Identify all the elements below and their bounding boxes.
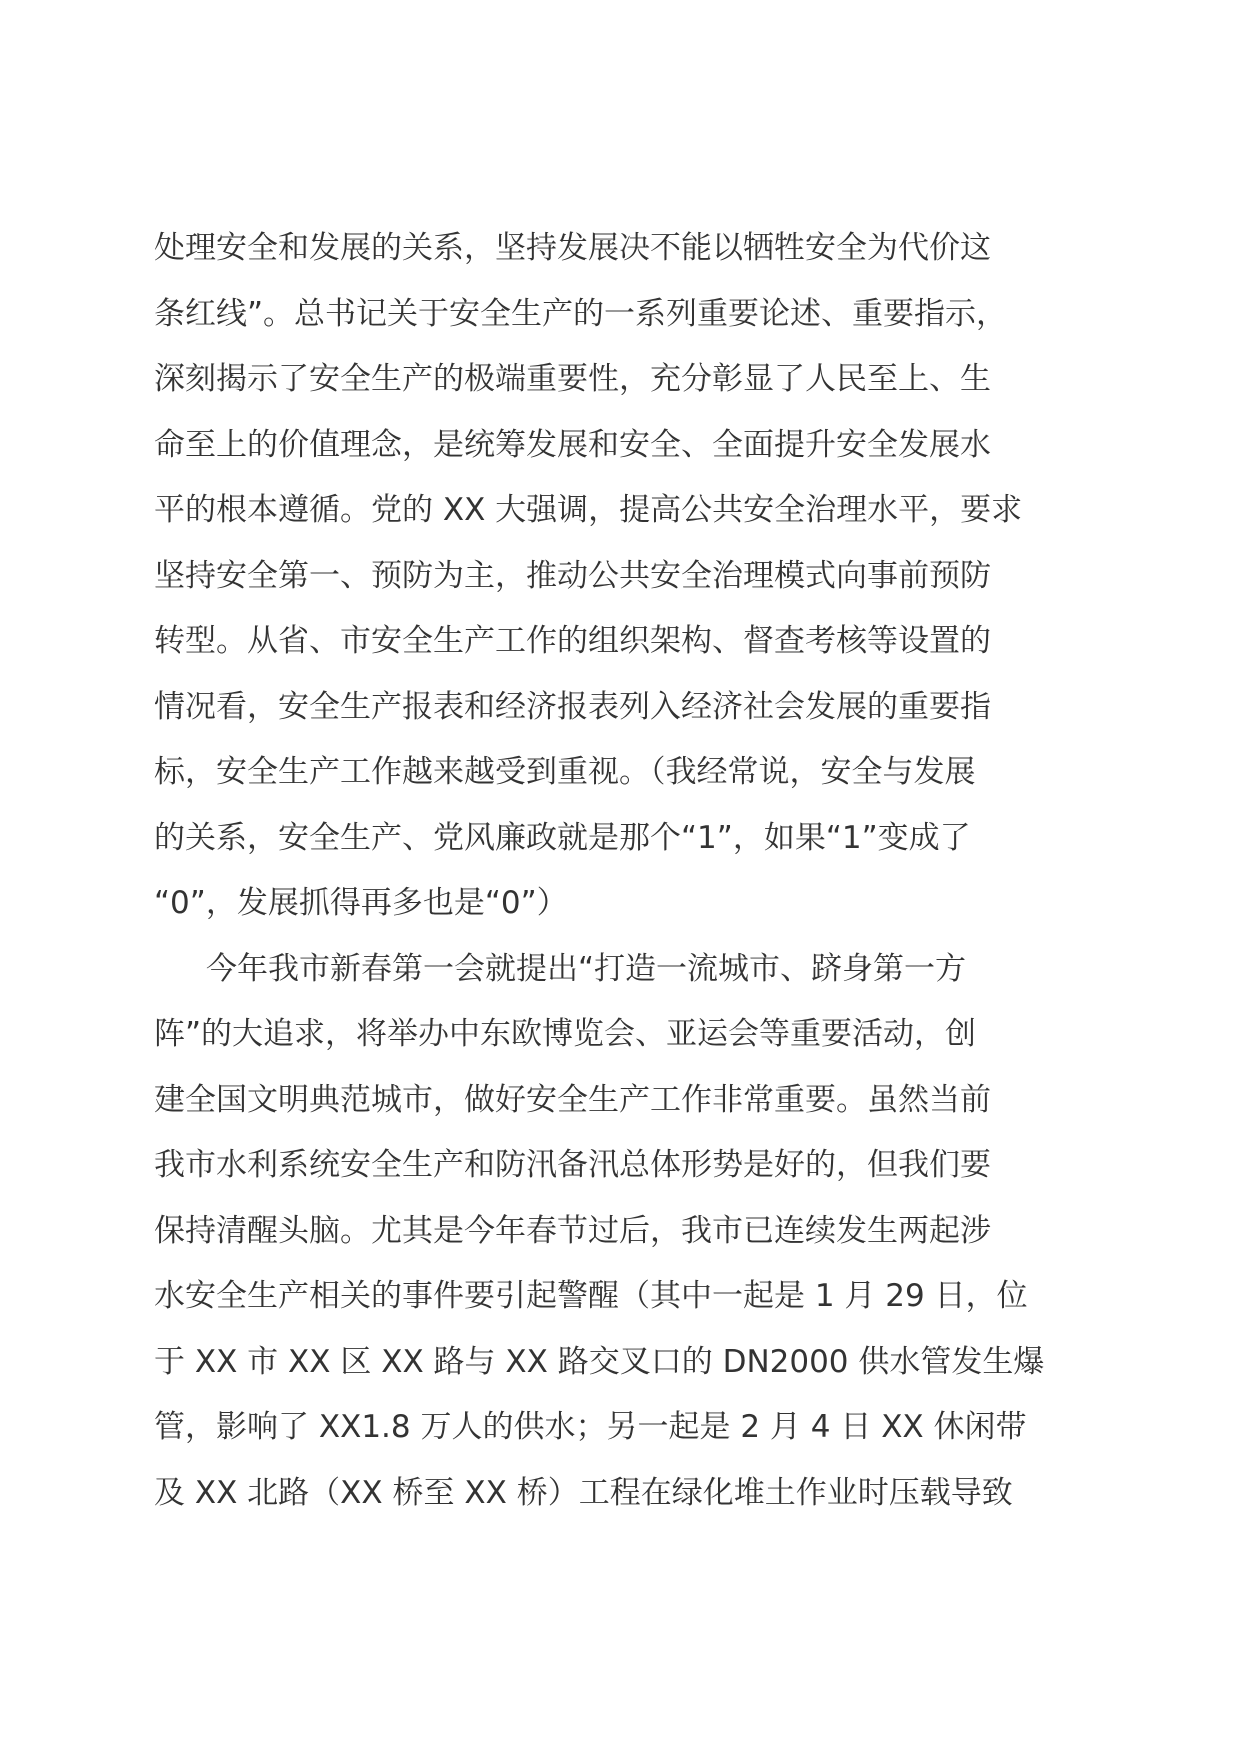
text-line: 处理安全和发展的关系，坚持发展决不能以牺牲安全为代价这 (154, 230, 991, 266)
text-line: 命至上的价值理念，是统筹发展和安全、全面提升安全发展水 (154, 426, 991, 463)
text-line: 建全国文明典范城市，做好安全生产工作非常重要。虽然当前 (154, 1081, 991, 1118)
text-line: 管，影响了 XX1.8 万人的供水；另一起是 2 月 4 日 XX 休闲带 (154, 1409, 1027, 1445)
text-line: 深刻揭示了安全生产的极端重要性，充分彰显了人民至上、生 (154, 361, 991, 397)
text-line: 我市水利系统安全生产和防汛备汛总体形势是好的，但我们要 (154, 1147, 991, 1183)
text-line: 标，安全生产工作越来越受到重视。（我经常说，安全与发展 (154, 754, 976, 790)
text-line: 情况看，安全生产报表和经济报表列入经济社会发展的重要指 (154, 688, 991, 725)
text-line: 保持清醒头脑。尤其是今年春节过后，我市已连续发生两起涉 (154, 1212, 991, 1249)
text-line: 水安全生产相关的事件要引起警醒（其中一起是 1 月 29 日，位 (154, 1278, 1028, 1314)
text-line: 平的根本遵循。党的 XX 大强调，提高公共安全治理水平，要求 (154, 492, 1023, 528)
text-line: 于 XX 市 XX 区 XX 路与 XX 路交叉口的 DN2000 供水管发生爆 (154, 1343, 1045, 1380)
text-line: 转型。从省、市安全生产工作的组织架构、督查考核等设置的 (154, 623, 991, 659)
text-line: 条红线”。总书记关于安全生产的一系列重要论述、重要指示， (154, 295, 1008, 332)
text-line: “0”，发展抓得再多也是“0”） (154, 885, 568, 921)
text-line: 阵”的大追求，将举办中东欧博览会、亚运会等重要活动，创 (154, 1016, 977, 1052)
document-body (154, 216, 1094, 1526)
text-line: 坚持安全第一、预防为主，推动公共安全治理模式向事前预防 (154, 557, 991, 594)
text-line: 及 XX 北路（XX 桥至 XX 桥）工程在绿化堆土作业时压载导致 (154, 1474, 1013, 1511)
text-line: 的关系，安全生产、党风廉政就是那个“1”，如果“1”变成了 (154, 819, 971, 856)
paragraph-first-line: 今年我市新春第一会就提出“打造一流城市、跻身第一方 (206, 950, 967, 987)
